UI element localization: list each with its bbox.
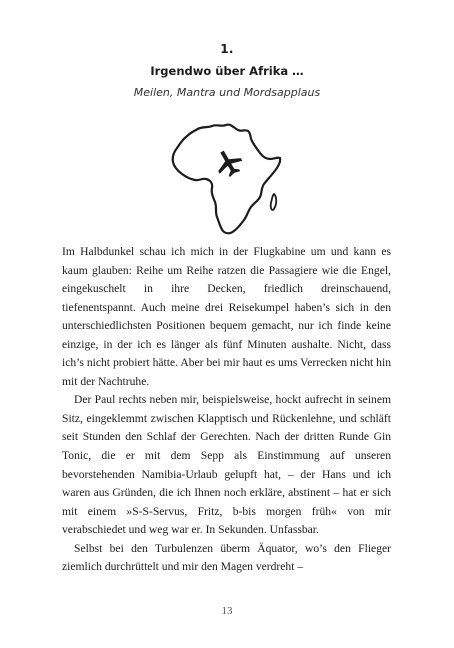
chapter-number: 1.	[220, 42, 234, 56]
airplane-icon	[211, 145, 247, 181]
africa-map-icon	[168, 122, 286, 238]
paragraph: Im Halbdunkel schau ich mich in der Flugkabine um und kann es kaum glauben: Reihe um Reihe ratzen die Passagiere wie die Engel, eingekuschelt in ihre Decken, friedlich dreinschauend, tiefenentspannt. Auch meine drei Reisekumpel haben’s sich in den unterschiedlichsten Positionen bequem gemacht, nur ich finde keine einzige, in der ich es länger als fünf Minuten aushalte. Nicht, dass ich’s nicht probiert hätte. Aber bei mir haut es ums Verrecken nicht hin mit der Nachtruhe.	[62, 245, 391, 388]
paragraph: Der Paul rechts neben mir, beispielsweise, hockt aufrecht in seinem Sitz, eingeklemmt zwischen Klapptisch und Rückenlehne, und schläft seit Stunden den Schlaf der Gerechten. Nach der dritten Runde Gin Tonic, die er mit dem Sepp als Einstimmung auf unseren bevorstehenden Namibia-Urlaub gelupft hat, – der Hans und ich waren aus Gründen, die ich Ihnen noch erkläre, abstinent – hat er sich mit einem »S-S-Servus, Fritz, b-bis morgen früh« von mir verabschiedet und weg war er. In Sekunden. Unfassbar.	[62, 393, 391, 537]
chapter-subtitle: Meilen, Mantra und Mordsapplaus	[133, 86, 321, 99]
page-number: 13	[221, 605, 233, 617]
body-text	[62, 243, 391, 577]
paragraph: Selbst bei den Turbulenzen überm Äquator, wo’s den Flieger ziemlich durchrüttelt und mir den Magen verdreht –	[62, 541, 391, 574]
chapter-title: Irgendwo über Afrika …	[150, 64, 304, 78]
